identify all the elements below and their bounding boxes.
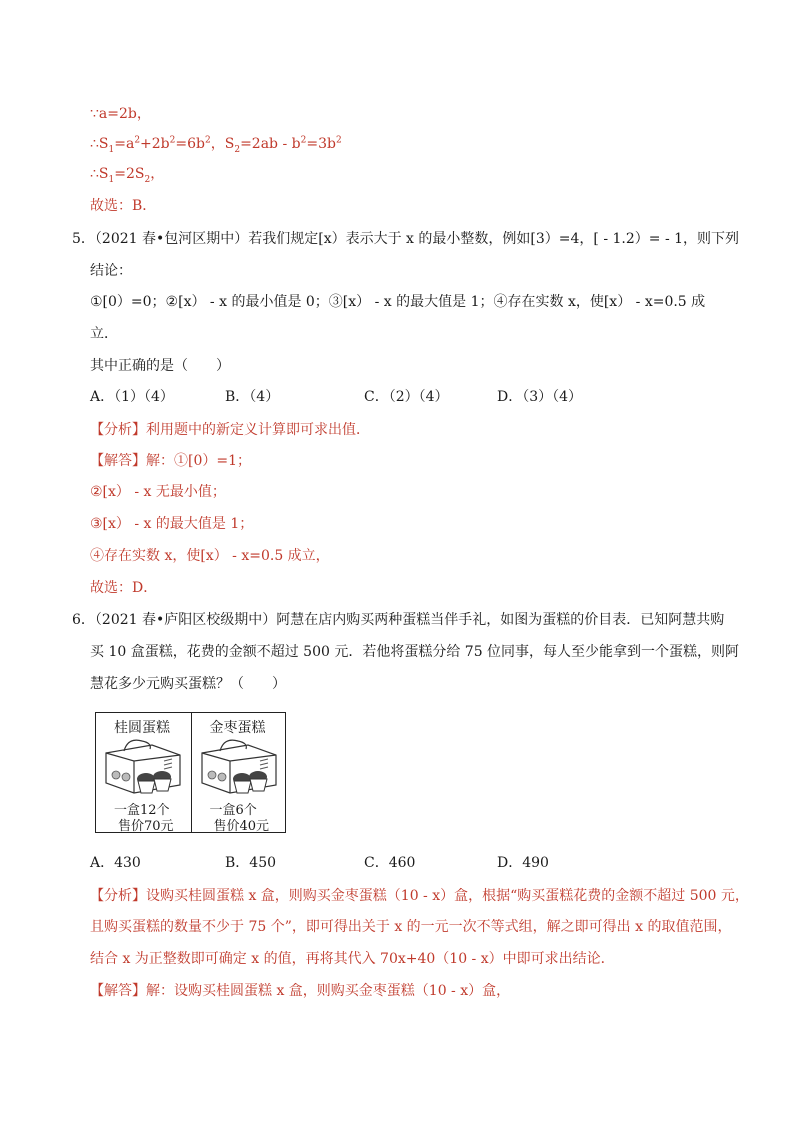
q6-stem-line-1: 6．（2021 春•庐阳区校级期中）阿慧在店内购买两种蛋糕当伴手礼，如图为蛋糕的价目表．已知阿慧共购 — [72, 612, 725, 628]
q5-option-a: A．（1）（4） — [90, 389, 174, 405]
q5-stem-line-2: 结论： — [90, 263, 132, 279]
cake-count: 一盒12个 — [114, 803, 170, 818]
q5-option-b: B．（4） — [225, 389, 280, 405]
q6-analysis-line-1: 【分析】设购买桂圆蛋糕 x 盒，则购买金枣蛋糕（10 - x）盒，根据“购买蛋糕花费的金额不超过 500 元， — [90, 888, 749, 904]
q5-analysis: 【分析】利用题中的新定义计算即可求出值． — [90, 422, 370, 438]
price-cell-longan — [96, 713, 191, 832]
cake-box-icon — [102, 735, 186, 797]
prev-solution-line-2: $\therefore S_1=a^2+2b^2=6b^2$，$S_2=2ab - b^2=3b^2$ — [90, 135, 342, 155]
q5-stem-line-4: 立． — [90, 326, 118, 342]
q5-solution-line-1: 【解答】解：①[0）=1； — [90, 453, 252, 469]
cake-name: 金枣蛋糕 — [209, 720, 266, 736]
q5-stem-line-3: ①[0）=0；②[x） - x 的最小值是 0；③[x） - x 的最大值是 1；④存在实数 x，使[x） - x=0.5 成 — [90, 294, 706, 310]
q5-solution-line-4: ④存在实数 x，使[x） - x=0.5 成立， — [90, 548, 330, 564]
prev-solution-line-3: $\therefore S_1=2S_2$， — [90, 166, 165, 185]
cake-count: 一盒6个 — [209, 803, 257, 818]
price-cell-jujube — [191, 713, 286, 832]
q6-option-b: B．450 — [225, 855, 277, 871]
q5-solution-line-2: ②[x） - x 无最小值； — [90, 484, 226, 500]
q5-stem-line-5: 其中正确的是（ ） — [90, 358, 230, 374]
prev-solution-line-1: ∵a=2b， — [90, 106, 151, 122]
q5-option-c: C．（2）（4） — [364, 389, 449, 405]
q6-stem-line-2: 买 10 盒蛋糕，花费的金额不超过 500 元．若他将蛋糕分给 75 位同事，每人至少能拿到一个蛋糕，则阿 — [90, 644, 740, 660]
cake-price: 售价70元 — [118, 819, 174, 834]
cake-price: 售价40元 — [213, 819, 270, 834]
q5-solution-line-3: ③[x） - x 的最大值是 1； — [90, 516, 254, 532]
q5-stem-line-1: 5．（2021 春•包河区期中）若我们规定[x）表示大于 x 的最小整数，例如[3）=4，[ - 1.2）= - 1，则下列 — [72, 231, 740, 247]
cake-price-table — [95, 712, 286, 833]
q6-analysis-line-2: 且购买蛋糕的数量不少于 75 个”，即可得出关于 x 的一元一次不等式组，解之即可得出 x 的取值范围， — [90, 919, 732, 935]
cake-box-icon — [198, 735, 282, 797]
cake-name: 桂圆蛋糕 — [114, 720, 170, 736]
q6-option-c: C．460 — [364, 855, 416, 871]
q6-analysis-line-3: 结合 x 为正整数即可确定 x 的值，再将其代入 70x+40（10 - x）中即可求出结论． — [90, 951, 615, 967]
q5-answer: 故选：D． — [90, 580, 158, 596]
q6-stem-line-3: 慧花多少元购买蛋糕？（ ） — [90, 676, 286, 692]
q5-option-d: D．（3）（4） — [497, 389, 583, 405]
q6-option-d: D．490 — [497, 855, 549, 871]
q6-solution-line-1: 【解答】解：设购买桂圆蛋糕 x 盒，则购买金枣蛋糕（10 - x）盒， — [90, 983, 511, 999]
q6-option-a: A．430 — [90, 855, 141, 871]
prev-answer: 故选：B． — [90, 198, 157, 214]
